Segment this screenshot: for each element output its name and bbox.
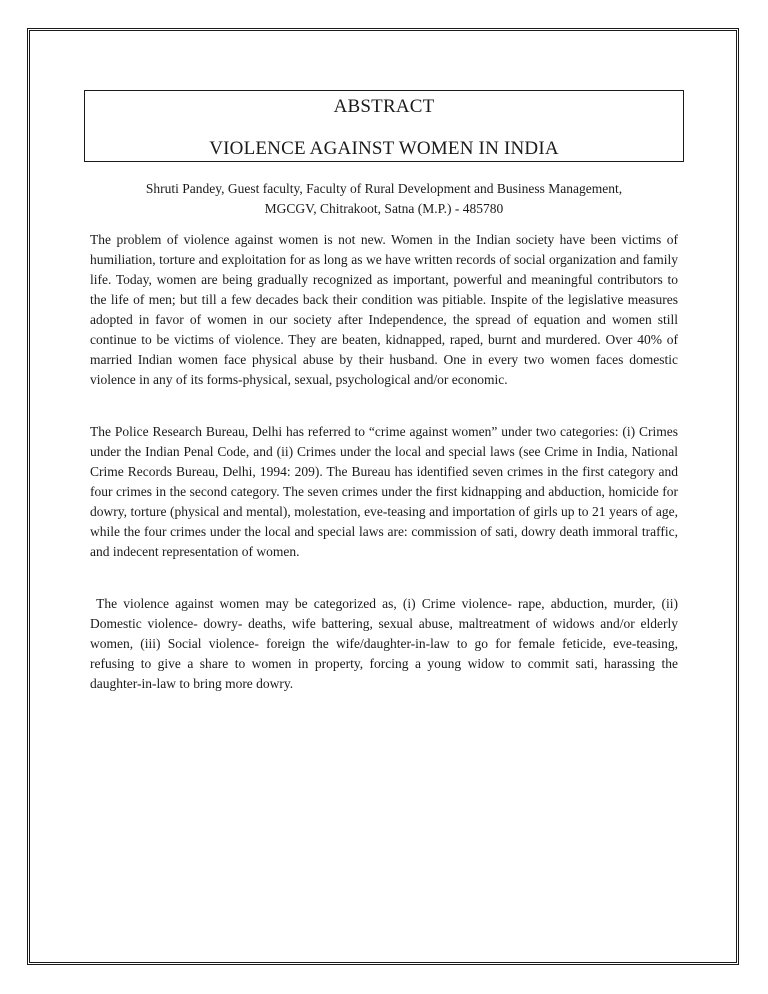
body-paragraph-1: The problem of violence against women is not new. Women in the Indian society have been victims of humiliation, torture and exploitation for as long as we have written records of social organization and family life. Today, women are being gradually recognized as important, powerful and meaningful contributors to the life of men; but till a few decades back their condition was pitiable. Inspite of the legislative measures adopted in favor of women in our society after Independence, the spread of equation and women still continue to be victims of violence. They are beaten, kidnapped, raped, burnt and murdered. Over 40% of married Indian women face physical abuse by their husband. One in every two women faces domestic violence in any of its forms-physical, sexual, psychological and/or economic. [90, 232, 678, 387]
body-paragraph-3: The violence against women may be categorized as, (i) Crime violence- rape, abduction, murder, (ii) Domestic violence- dowry- deaths, wife battering, sexual abuse, maltreatment of widows and/or elderly women, (iii) Social violence- foreign the wife/daughter-in-law to go for female feticide, eve-teasing, refusing to give a share to women in property, forcing a young widow to commit sati, harassing the daughter-in-law to bring more dowry. [90, 596, 678, 691]
title-box [84, 90, 684, 162]
body-paragraph-2: The Police Research Bureau, Delhi has referred to “crime against women” under two categories: (i) Crimes under the Indian Penal Code, and (ii) Crimes under the local and special laws (see Crime in India, National Crime Records Bureau, Delhi, 1994: 209). The Bureau has identified seven crimes in the first category and four crimes in the second category. The seven crimes under the first kidnapping and abduction, homicide for dowry, torture (physical and mental), molestation, eve-teasing and importation of girls up to 21 years of age, while the four crimes under the local and special laws are: commission of sati, dowry death immoral traffic, and indecent representation of women. [90, 424, 678, 559]
paper-title: VIOLENCE AGAINST WOMEN IN INDIA [209, 138, 559, 159]
abstract-heading: ABSTRACT [333, 96, 435, 117]
author-affiliation-line: Shruti Pandey, Guest faculty, Faculty of Rural Development and Business Management, [145, 181, 623, 196]
author-address-line: MGCGV, Chitrakoot, Satna (M.P.) - 485780 [264, 201, 504, 216]
author-block [90, 179, 678, 219]
